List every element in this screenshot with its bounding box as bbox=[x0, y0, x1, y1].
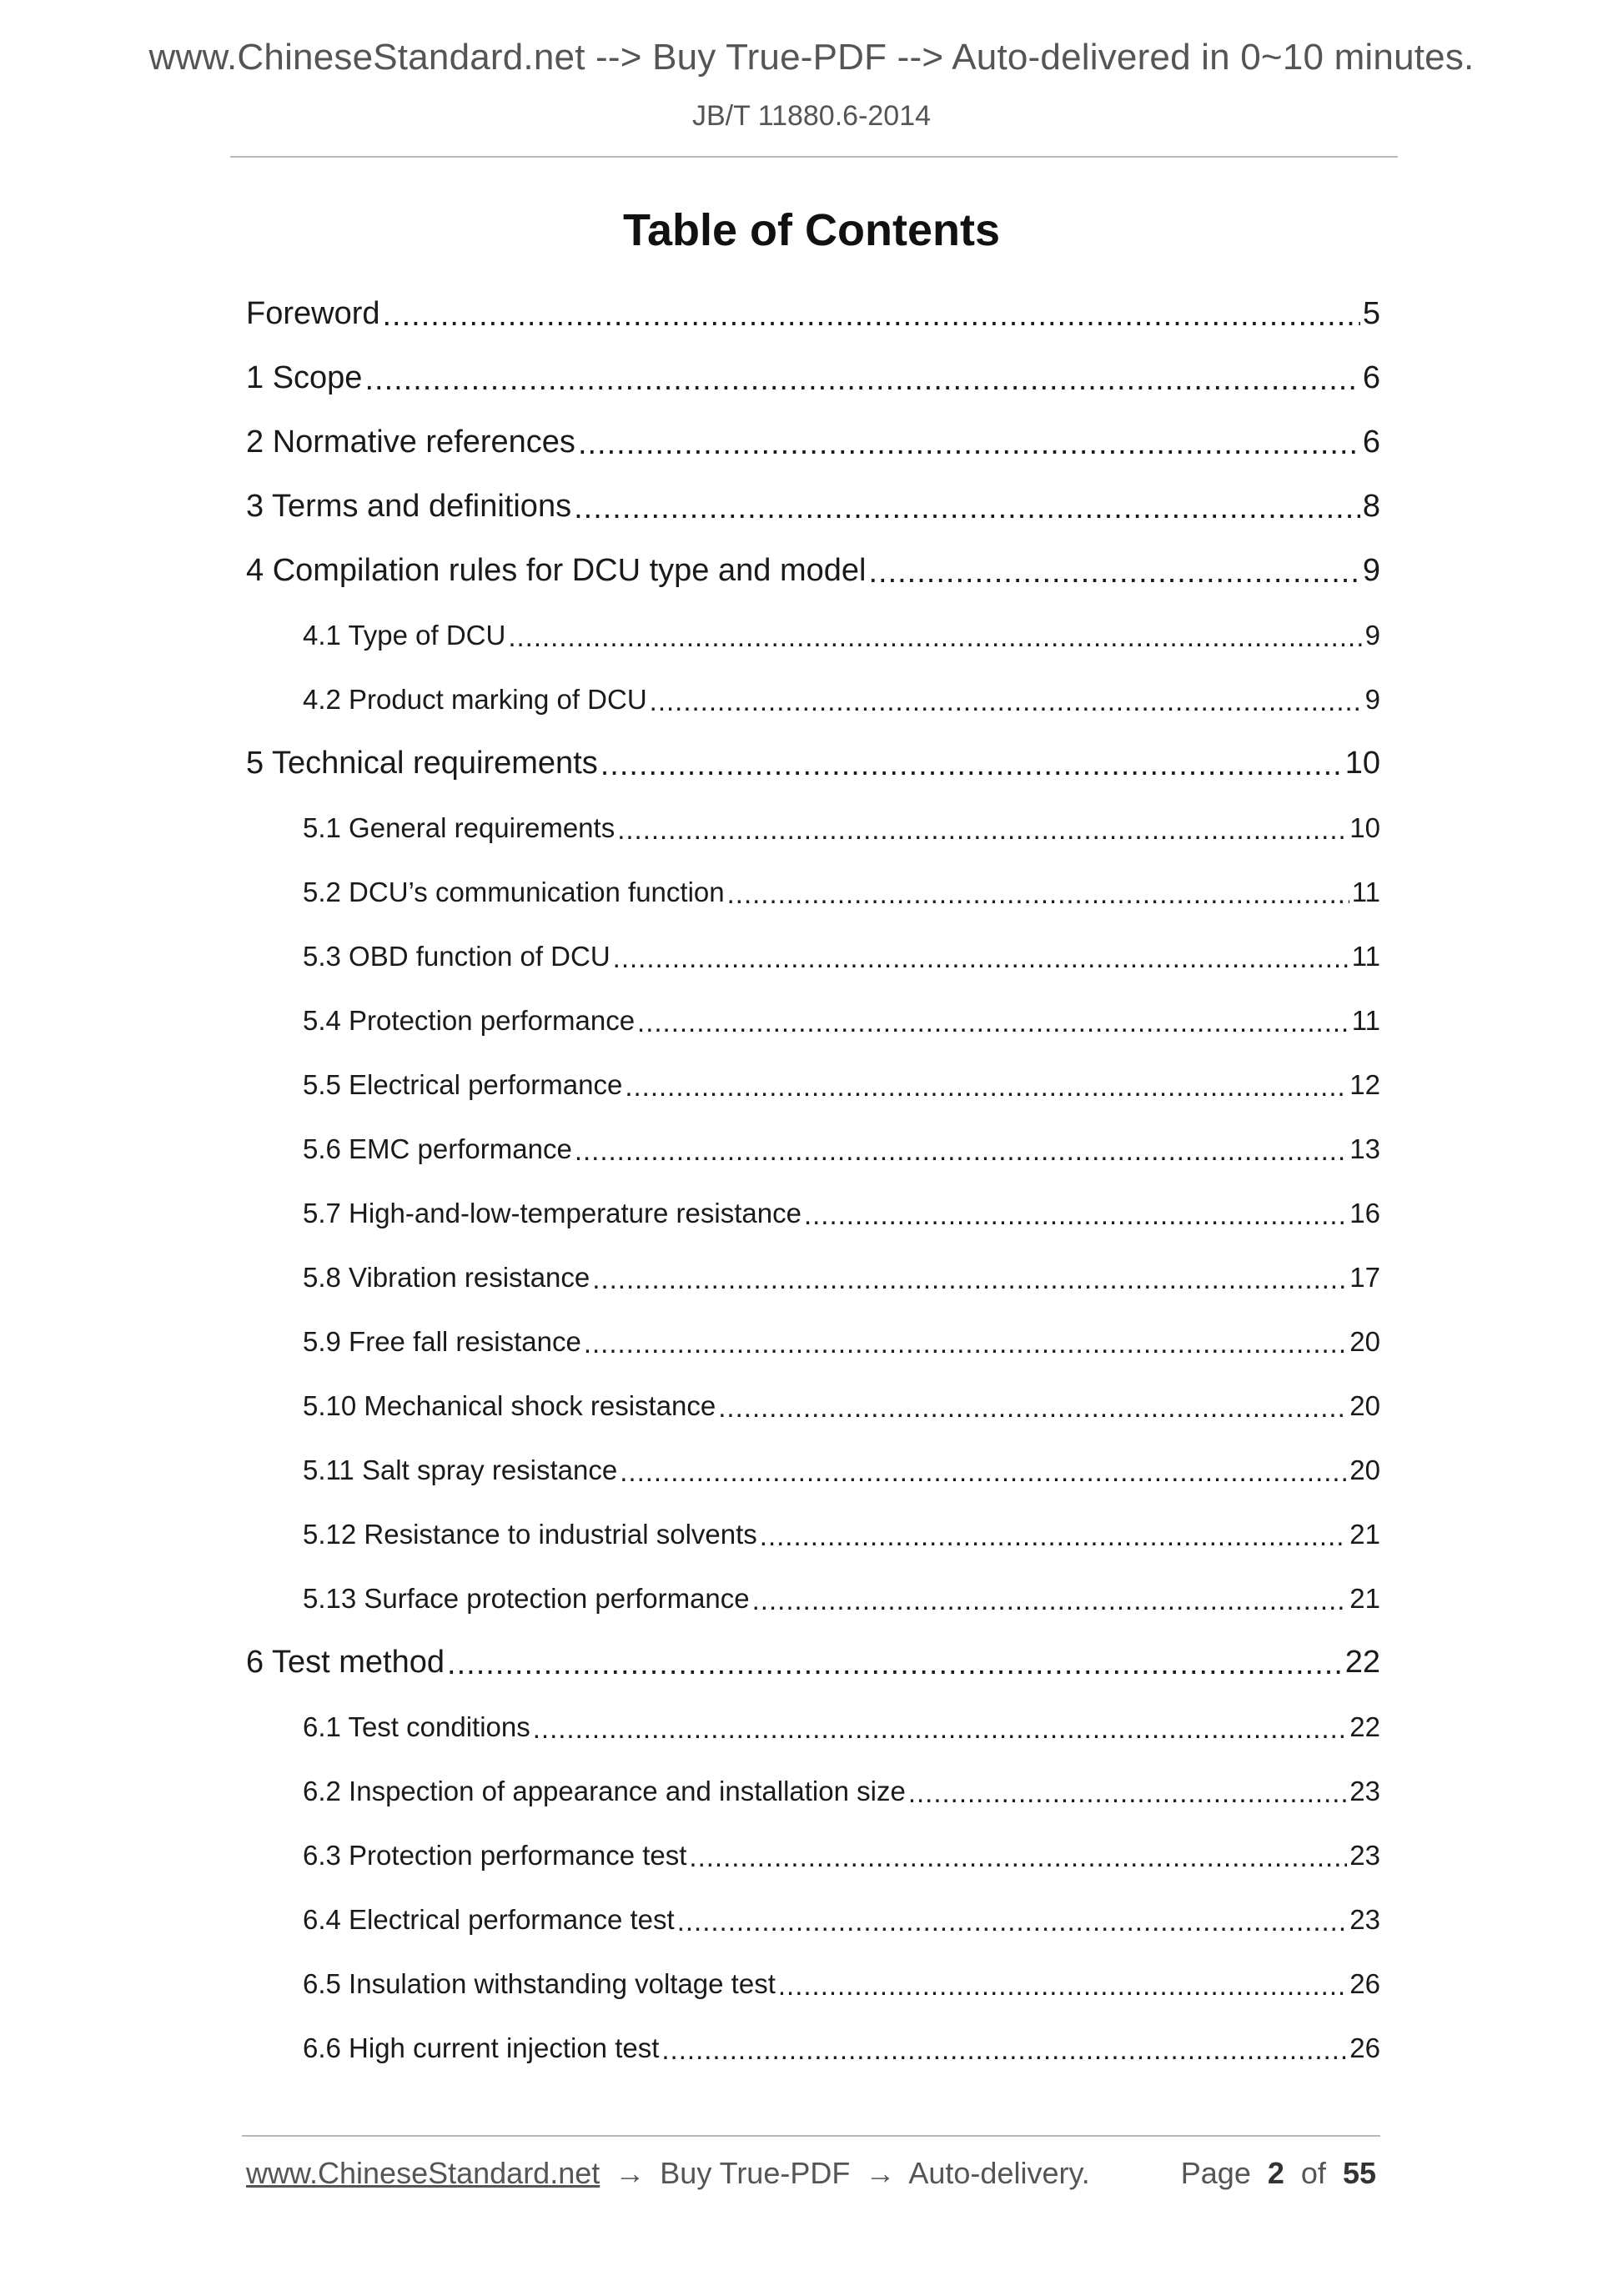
toc-entry[interactable] bbox=[246, 539, 1380, 603]
right-arrow-icon: → bbox=[865, 2156, 896, 2190]
toc-dot-leader bbox=[620, 1456, 1347, 1488]
toc-entry-page: 16 bbox=[1349, 1197, 1380, 1228]
toc-dot-leader bbox=[574, 490, 1360, 526]
toc-entry-page: 5 bbox=[1362, 296, 1380, 331]
toc-entry[interactable] bbox=[246, 1952, 1380, 2016]
toc-entry-label: 6.4 Electrical performance test bbox=[303, 1903, 675, 1935]
toc-entry-label: 6.2 Inspection of appearance and installation size bbox=[303, 1775, 906, 1806]
toc-entry-label: 6.6 High current injection test bbox=[303, 2032, 660, 2063]
toc-entry-label: 5.7 High-and-low-temperature resistance bbox=[303, 1197, 801, 1228]
toc-dot-leader bbox=[617, 814, 1347, 846]
toc-entry-page: 6 bbox=[1362, 360, 1380, 395]
toc-entry[interactable] bbox=[246, 1309, 1380, 1374]
toc-entry-page: 23 bbox=[1349, 1839, 1380, 1871]
toc-entry-label: 6.1 Test conditions bbox=[303, 1711, 530, 1742]
toc-entry-label: 2 Normative references bbox=[246, 425, 575, 460]
page-footer bbox=[246, 2156, 1376, 2191]
toc-dot-leader bbox=[508, 621, 1362, 653]
footer-site-link[interactable]: www.ChineseStandard.net bbox=[246, 2156, 600, 2190]
toc-dot-leader bbox=[760, 1520, 1347, 1552]
toc-dot-leader bbox=[637, 1007, 1349, 1038]
toc-dot-leader bbox=[908, 1777, 1347, 1809]
toc-entry-page: 6 bbox=[1362, 425, 1380, 460]
toc-entry-label: 6.3 Protection performance test bbox=[303, 1839, 687, 1871]
toc-entry[interactable] bbox=[246, 1566, 1380, 1630]
footer-divider bbox=[242, 2135, 1380, 2137]
document-number: JB/T 11880.6-2014 bbox=[691, 100, 932, 132]
toc-entry-label: 5.1 General requirements bbox=[303, 811, 616, 843]
toc-entry-page: 23 bbox=[1349, 1903, 1380, 1935]
toc-entry[interactable] bbox=[246, 988, 1380, 1053]
toc-entry-page: 13 bbox=[1349, 1133, 1380, 1164]
toc-dot-leader bbox=[718, 1392, 1347, 1424]
toc-entry-page: 11 bbox=[1351, 876, 1380, 907]
toc-entry[interactable] bbox=[246, 1117, 1380, 1181]
toc-entry-page: 22 bbox=[1349, 1711, 1380, 1742]
toc-entry-page: 11 bbox=[1351, 940, 1380, 972]
toc-entry[interactable] bbox=[246, 796, 1380, 860]
toc-entry-label: 5.13 Surface protection performance bbox=[303, 1582, 750, 1614]
toc-entry[interactable] bbox=[246, 1823, 1380, 1887]
toc-entry-page: 9 bbox=[1364, 683, 1380, 715]
toc-entry-label: 5.6 EMC performance bbox=[303, 1133, 572, 1164]
toc-entry-page: 10 bbox=[1349, 811, 1380, 843]
toc-entry-label: 5 Technical requirements bbox=[246, 746, 598, 781]
toc-dot-leader bbox=[689, 1841, 1347, 1873]
toc-entry[interactable] bbox=[246, 282, 1380, 346]
toc-entry[interactable] bbox=[246, 1438, 1380, 1502]
toc-entry-page: 11 bbox=[1351, 1004, 1380, 1036]
toc-entry-page: 10 bbox=[1344, 746, 1380, 781]
toc-entry-label: 4.1 Type of DCU bbox=[303, 619, 506, 651]
toc-entry-page: 12 bbox=[1349, 1068, 1380, 1100]
toc-entry-page: 17 bbox=[1349, 1261, 1380, 1293]
toc-entry-label: 6 Test method bbox=[246, 1645, 445, 1680]
toc-entry-label: 6.5 Insulation withstanding voltage test bbox=[303, 1967, 776, 1999]
toc-entry-label: 5.10 Mechanical shock resistance bbox=[303, 1389, 716, 1421]
footer-left bbox=[246, 2156, 1090, 2191]
toc-entry-label: 5.11 Salt spray resistance bbox=[303, 1454, 618, 1485]
toc-entry[interactable] bbox=[246, 1502, 1380, 1566]
of-word: of bbox=[1300, 2156, 1326, 2190]
header-divider bbox=[230, 156, 1398, 158]
page-indicator bbox=[1181, 2156, 1376, 2191]
toc-entry-page: 26 bbox=[1349, 1967, 1380, 1999]
toc-dot-leader bbox=[383, 298, 1360, 334]
toc-dot-leader bbox=[447, 1646, 1343, 1682]
toc-dot-leader bbox=[533, 1713, 1348, 1745]
page-word: Page bbox=[1180, 2156, 1251, 2190]
toc-entry-page: 26 bbox=[1349, 2032, 1380, 2063]
toc-entry-label: 5.5 Electrical performance bbox=[303, 1068, 623, 1100]
toc-entry[interactable] bbox=[246, 346, 1380, 410]
toc-entry[interactable] bbox=[246, 924, 1380, 988]
toc-dot-leader bbox=[677, 1906, 1348, 1937]
toc-entry-page: 20 bbox=[1349, 1454, 1380, 1485]
toc-entry-label: Foreword bbox=[246, 296, 380, 331]
toc-entry[interactable] bbox=[246, 1181, 1380, 1245]
toc-entry-label: 5.2 DCU’s communication function bbox=[303, 876, 725, 907]
toc-dot-leader bbox=[778, 1970, 1347, 2002]
total-pages: 55 bbox=[1342, 2156, 1376, 2190]
toc-entry-page: 20 bbox=[1349, 1389, 1380, 1421]
toc-entry-label: 5.8 Vibration resistance bbox=[303, 1261, 590, 1293]
current-page: 2 bbox=[1267, 2156, 1284, 2190]
toc-entry-label: 3 Terms and definitions bbox=[246, 489, 572, 524]
toc-entry[interactable] bbox=[246, 1630, 1380, 1695]
toc-entry-label: 5.3 OBD function of DCU bbox=[303, 940, 611, 972]
toc-entry-page: 21 bbox=[1349, 1518, 1380, 1550]
toc-entry[interactable] bbox=[246, 1245, 1380, 1309]
toc-entry-page: 9 bbox=[1364, 619, 1380, 651]
page-title: Table of Contents bbox=[623, 205, 1000, 255]
toc-entry-page: 23 bbox=[1349, 1775, 1380, 1806]
toc-entry-page: 9 bbox=[1362, 553, 1380, 588]
toc-entry[interactable] bbox=[246, 1695, 1380, 1759]
toc-entry[interactable] bbox=[246, 1887, 1380, 1952]
toc-entry[interactable] bbox=[246, 2016, 1380, 2080]
toc-dot-leader bbox=[364, 362, 1359, 398]
toc-dot-leader bbox=[613, 942, 1349, 974]
toc-dot-leader bbox=[578, 426, 1360, 462]
toc-dot-leader bbox=[600, 747, 1343, 783]
toc-entry[interactable] bbox=[246, 731, 1380, 796]
toc-entry-page: 22 bbox=[1344, 1645, 1380, 1680]
toc-entry[interactable] bbox=[246, 860, 1380, 924]
toc-dot-leader bbox=[575, 1135, 1347, 1167]
toc-entry-label: 4.2 Product marking of DCU bbox=[303, 683, 647, 715]
footer-delivery-text: Auto-delivery. bbox=[908, 2156, 1090, 2190]
toc-dot-leader bbox=[650, 686, 1363, 717]
toc-dot-leader bbox=[752, 1585, 1348, 1616]
toc-dot-leader bbox=[727, 878, 1349, 910]
toc-entry[interactable] bbox=[246, 667, 1380, 731]
toc-dot-leader bbox=[804, 1199, 1347, 1231]
toc-entry[interactable] bbox=[246, 1759, 1380, 1823]
toc-entry[interactable] bbox=[246, 475, 1380, 539]
toc-entry-page: 21 bbox=[1349, 1582, 1380, 1614]
toc-entry-label: 5.12 Resistance to industrial solvents bbox=[303, 1518, 757, 1550]
table-of-contents bbox=[246, 282, 1380, 2080]
toc-entry-label: 5.4 Protection performance bbox=[303, 1004, 636, 1036]
toc-entry-page: 20 bbox=[1349, 1325, 1380, 1357]
toc-entry[interactable] bbox=[246, 1053, 1380, 1117]
toc-dot-leader bbox=[868, 555, 1359, 590]
toc-dot-leader bbox=[625, 1071, 1347, 1103]
toc-dot-leader bbox=[661, 2034, 1347, 2066]
toc-entry-label: 5.9 Free fall resistance bbox=[303, 1325, 581, 1357]
toc-entry-label: 4 Compilation rules for DCU type and model bbox=[246, 553, 867, 588]
toc-entry-label: 1 Scope bbox=[246, 360, 363, 395]
toc-entry[interactable] bbox=[246, 1374, 1380, 1438]
toc-dot-leader bbox=[592, 1264, 1347, 1295]
toc-dot-leader bbox=[584, 1328, 1347, 1359]
toc-entry[interactable] bbox=[246, 410, 1380, 475]
right-arrow-icon: → bbox=[615, 2156, 646, 2190]
toc-entry-page: 8 bbox=[1362, 489, 1380, 524]
top-banner: www.ChineseStandard.net --> Buy True-PDF --> Auto-delivered in 0~10 minutes. bbox=[148, 37, 1475, 78]
toc-entry[interactable] bbox=[246, 603, 1380, 667]
footer-buy-text: Buy True-PDF bbox=[660, 2156, 851, 2190]
